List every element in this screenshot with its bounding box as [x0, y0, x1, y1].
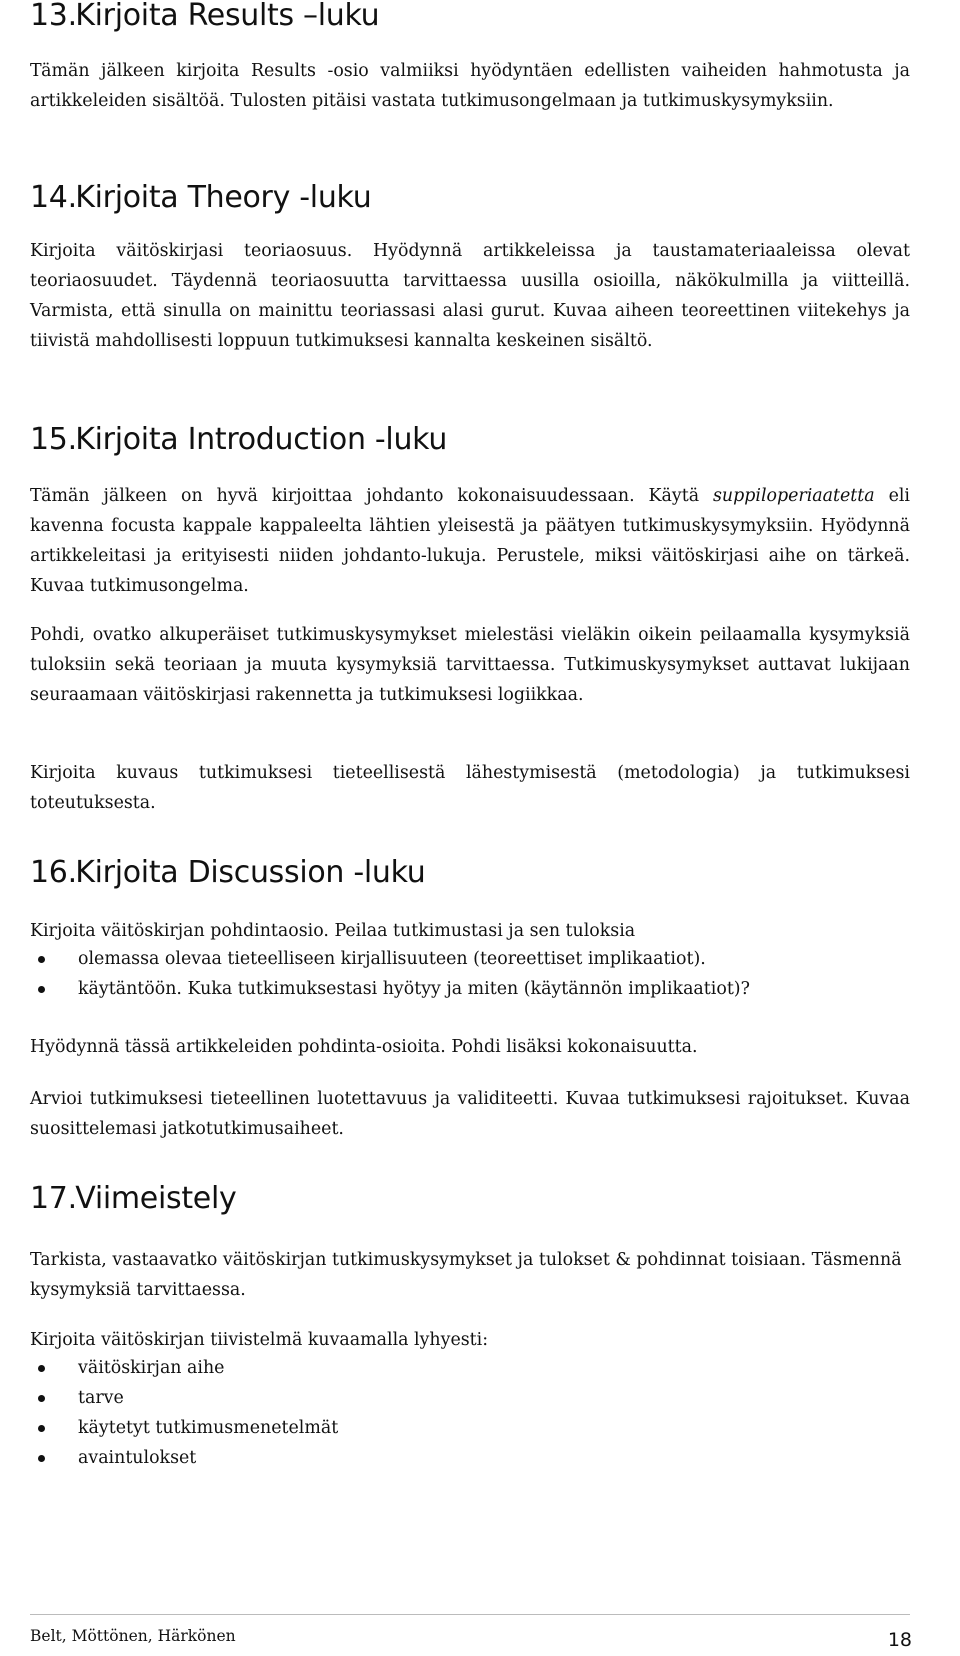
section-number: 14. [30, 180, 77, 215]
paragraph-text: eli kavenna focusta kappale kappaleelta lähtien yleisestä ja päätyen tutkimuskysymyksiin. Hyödynnä artikkeleitasi ja erityisesti niiden johdanto-lukuja. Perustele, miksi väitöskirjasi aihe on tärkeä. Kuvaa tutkimusongelma. [30, 486, 910, 596]
section-17 [30, 1181, 910, 1217]
section-title: Kirjoita Discussion -luku [75, 855, 426, 890]
list-item: käytäntöön. Kuka tutkimuksestasi hyötyy ja miten (käytännön implikaatiot)? [30, 974, 910, 1004]
section-14 [30, 180, 910, 216]
section-16 [30, 855, 910, 891]
list-item: väitöskirjan aihe [30, 1353, 910, 1383]
footer-authors: Belt, Möttönen, Härkönen [30, 1627, 236, 1645]
section-title: Kirjoita Results –luku [75, 0, 380, 33]
section-number: 15. [30, 422, 77, 457]
section-number: 16. [30, 855, 77, 890]
paragraph-text: Tämän jälkeen on hyvä kirjoittaa johdanto kokonaisuudessaan. Käytä [30, 486, 713, 506]
page-footer [30, 1614, 912, 1651]
section-heading [30, 0, 910, 34]
paragraph: Tarkista, vastaavatko väitöskirjan tutkimuskysymykset ja tulokset & pohdinnat toisiaan. Täsmennä kysymyksiä tarvittaessa. [30, 1250, 902, 1300]
italic-term: suppiloperiaatetta [713, 486, 875, 506]
section-15 [30, 422, 910, 458]
list-item: olemassa olevaa tieteelliseen kirjallisuuteen (teoreettiset implikaatiot). [30, 944, 910, 974]
section-13 [30, 0, 910, 34]
paragraph: Hyödynnä tässä artikkeleiden pohdinta-osioita. Pohdi lisäksi kokonaisuutta. [30, 1037, 698, 1057]
paragraph: Kirjoita väitöskirjan tiivistelmä kuvaamalla lyhyesti: [30, 1330, 489, 1350]
paragraph: Kirjoita kuvaus tutkimuksesi tieteellisestä lähestymisestä (metodologia) ja tutkimuksesi toteutuksesta. [30, 763, 910, 813]
list-item: avaintulokset [30, 1443, 910, 1473]
section-heading [30, 180, 910, 216]
section-number: 13. [30, 0, 77, 33]
paragraph: Kirjoita väitöskirjan pohdintaosio. Peilaa tutkimustasi ja sen tuloksia [30, 921, 636, 941]
section-heading [30, 855, 910, 891]
paragraph [30, 481, 910, 601]
paragraph: Pohdi, ovatko alkuperäiset tutkimuskysymykset mielestäsi vieläkin oikein peilaamalla kysymyksiä tuloksiin sekä teoriaan ja muuta kysymyksiä tarvittaessa. Tutkimuskysymykset auttavat lukijaan seuraamaan väitöskirjasi rakennetta ja tutkimuksesi logiikkaa. [30, 625, 910, 705]
section-heading [30, 1181, 910, 1217]
list-item: tarve [30, 1383, 910, 1413]
section-title: Kirjoita Theory -luku [75, 180, 372, 215]
section-title: Viimeistely [75, 1181, 237, 1216]
bullet-list [30, 944, 910, 1004]
section-number: 17. [30, 1181, 77, 1216]
paragraph: Tämän jälkeen kirjoita Results -osio valmiiksi hyödyntäen edellisten vaiheiden hahmotusta ja artikkeleiden sisältöä. Tulosten pitäisi vastata tutkimusongelmaan ja tutkimuskysymyksiin. [30, 61, 910, 111]
section-heading [30, 422, 910, 458]
bullet-list [30, 1353, 910, 1473]
section-title: Kirjoita Introduction -luku [75, 422, 448, 457]
paragraph: Kirjoita väitöskirjasi teoriaosuus. Hyödynnä artikkeleissa ja taustamateriaaleissa olevat teoriaosuudet. Täydennä teoriaosuutta tarvittaessa uusilla osioilla, näkökulmilla ja viitteillä. Varmista, että sinulla on mainittu teoriassasi alasi gurut. Kuvaa aiheen teoreettinen viitekehys ja tiivistä mahdollisesti loppuun tutkimuksesi kannalta keskeinen sisältö. [30, 241, 910, 351]
page-number: 18 [887, 1629, 912, 1651]
list-item: käytetyt tutkimusmenetelmät [30, 1413, 910, 1443]
paragraph: Arvioi tutkimuksesi tieteellinen luotettavuus ja validiteetti. Kuvaa tutkimuksesi rajoitukset. Kuvaa suosittelemasi jatkotutkimusaiheet. [30, 1089, 910, 1139]
